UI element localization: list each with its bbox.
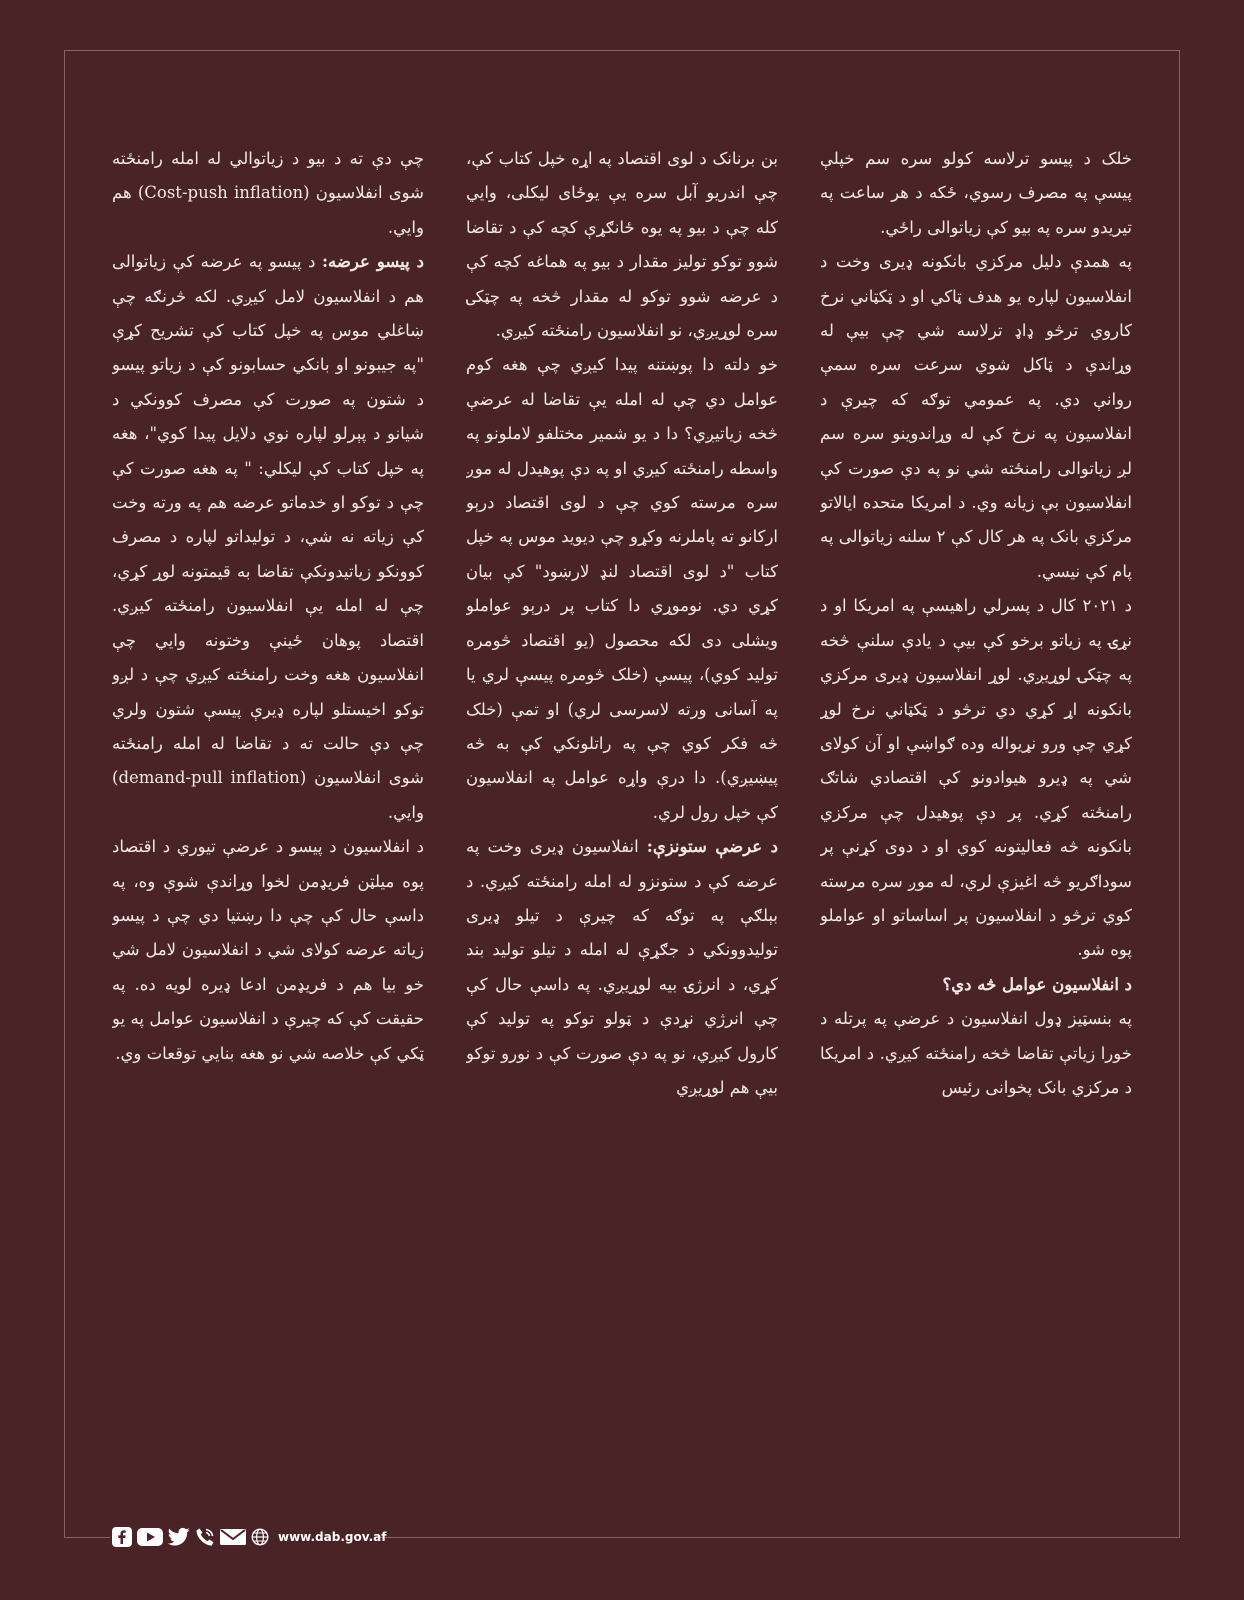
paragraph: د ۲۰۲۱ کال د پسرلي راهیسې په امریکا او د نړۍ په زیاتو برخو کې بیې د یادې سلنې څخه په چټکۍ لوړیږي. لوړ انفلاسیون ډیری مرکزي بانکونه اړ کړي دي ترڅو د ټکټاني نرخ لوړ کړي چې ورو نړیواله وده ګواښې او آن کولای شي په ډیرو هیوادونو کې اقتصادي شاتګ رامنځته کړي. پر دې پوهیدل چې مرکزي بانکونه څه فعالیتونه کوي او د دوی کړنې پر سوداګریو څه اغیزې لري، له موږ سره مرسته کوي ترڅو د انفلاسیون پر اساساتو او عواملو پوه شو. <box>820 596 1132 960</box>
youtube-icon[interactable] <box>137 1527 163 1547</box>
paragraph: په همدې دلیل مرکزي بانکونه ډیری وخت د انفلاسیون لپاره یو هدف ټاکي او د ټکټاني نرخ کاروي ترڅو ډاډ ترلاسه شي چې بیې له وړاندې د ټاکل شوي سرعت سره سمې روانې دي. په عمومي توګه که چیرې د انفلاسیون په نرخ کې له وړاندوینو سره سم لږ زیاتوالی رامنځته شي نو په دې صورت کې انفلاسیون بې زیانه وي. د امریکا متحده ایالاتو مرکزي بانک په هر کال کې ۲ سلنه زیاتوالی په پام کې نیسي. <box>820 252 1132 581</box>
footer-rule-right <box>378 1537 1180 1538</box>
globe-icon[interactable] <box>251 1528 269 1546</box>
paragraph: بن برنانک د لوی اقتصاد په اړه خپل کتاب کې، چې اندریو آبل سره یې یوځای لیکلی، وایي کله چې د بیو په یوه ځانګړې کچه کې د تقاضا شوو توکو تولیز مقدار د بیو په هماغه کچه کې د عرضه شوو توکو له مقدار څخه په چټکۍ سره لوړیږي، نو انفلاسیون رامنځته کیږي. <box>466 149 778 341</box>
facebook-icon[interactable] <box>112 1527 132 1547</box>
email-icon[interactable] <box>220 1527 246 1547</box>
column-2 <box>466 142 778 1450</box>
paragraph: په بنسټیز ډول انفلاسیون د عرضې په پرتله د خورا زیاتې تقاضا څخه رامنځته کیږي. د امریکا د مرکزي بانک پخوانی رئیس <box>820 1009 1132 1097</box>
paragraph-lead: د عرضې ستونزې: <box>646 837 778 857</box>
paragraph: چې دې ته د بیو د زیاتوالي له امله رامنځته شوی انفلاسیون (Cost-push inflation) هم وایي. <box>112 149 424 237</box>
paragraph-text: انفلاسیون ډیری وخت په عرضه کې د ستونزو له امله رامنځته کیږي. د بېلګې په توګه که چیرې د تیلو ډیری تولیدوونکي د جګړې له امله د تیلو تولید بند کړي، د انرژۍ بیه لوړیږي. په داسې حال کې چې انرژي نړدې د ټولو توکو په تولید کې کارول کیږي، نو په دې صورت کې د نورو توکو بیې هم لوړیږي <box>466 837 778 1097</box>
article-columns <box>112 142 1132 1450</box>
paragraph-text: د پیسو په عرضه کې زیاتوالی هم د انفلاسیون لامل کیږي. لکه څرنګه چې ښاغلي موس په خپل کتاب کې تشریح کړې "په جیبونو او بانکي حسابونو کې د زیاتو پیسو د شتون په صورت کې مصرف کوونکي د شیانو د پېرلو لپاره نوي دلایل پیدا کوي"، هغه په خپل کتاب کې لیکلي: " په هغه صورت کې چې د توکو او خدماتو عرضه هم په ورته وخت کې زیاته نه شي، د تولیداتو لپاره د مصرف کوونکو زیاتیدونکې تقاضا به قیمتونه لوړ کړي، چې له امله یې انفلاسیون رامنځته کیږي. اقتصاد پوهان ځینې وختونه وایي چې انفلاسیون هغه وخت رامنځته کیږي چې د لږو توکو اخیستلو لپاره ډیرې پیسې شتون ولري چې دې حالت ته د تقاضا له امله رامنځته شوی انفلاسیون (demand-pull inflation) وایي. <box>112 252 424 822</box>
paragraph: خو دلته دا پوښتنه پیدا کیږي چې هغه کوم عوامل دي چې له امله یې تقاضا له عرضې څخه زیاتیږي؟ دا د یو شمیر مختلفو لاملونو په واسطه رامنځته کیږي او په دې پوهیدل له موږ سره مرسته کوي چې د لوی اقتصاد درېو ارکانو ته پاملرنه وکړو چې دیوید موس په خپل کتاب "د لوی اقتصاد لنډ لارښود" کې بیان کړي دي. نوموړي دا کتاب پر درېو عواملو ویشلی دی لکه محصول (یو اقتصاد څومره تولید کوي)، پیسې (خلک څومره پیسې لري یا په آسانی ورته لاسرسی لري) او تمې (خلک څه فکر کوي چې په راتلونکي کې به څه پیښیږي). دا درې واړه عوامل په انفلاسیون کې خپل رول لري. <box>466 355 778 822</box>
section-heading: د انفلاسیون عوامل څه دي؟ <box>942 974 1132 994</box>
paragraph-with-lead <box>112 245 424 830</box>
paragraph: د انفلاسیون د پیسو د عرضې تیوري د اقتصاد پوه میلټن فریډمن لخوا وړاندې شوې وه، په داسې حال کې چې دا رښتیا دي چې د پیسو زیاته عرضه کولای شي د انفلاسیون لامل شي خو بیا هم د فریډمن ادعا ډیره لویه ده. په حقیقت کې که چیرې د انفلاسیون عوامل په یو ټکي کې خلاصه شي نو هغه بنایي توقعات وي. <box>112 837 424 1063</box>
paragraph-lead: د پیسو عرضه: <box>321 252 424 272</box>
website-url[interactable]: www.dab.gov.af <box>278 1530 387 1544</box>
column-3 <box>112 142 424 1450</box>
phone-icon[interactable] <box>195 1527 215 1547</box>
column-1 <box>820 142 1132 1450</box>
twitter-icon[interactable] <box>168 1527 190 1547</box>
paragraph-with-lead <box>466 830 778 1105</box>
footer-contact-bar <box>112 1526 386 1548</box>
paragraph: خلک د پیسو ترلاسه کولو سره سم خپلې پیسې په مصرف رسوي، ځکه د هر ساعت په تیریدو سره په بیو کې زیاتوالی راځي. <box>820 149 1132 237</box>
footer-rule-left <box>64 1537 110 1538</box>
